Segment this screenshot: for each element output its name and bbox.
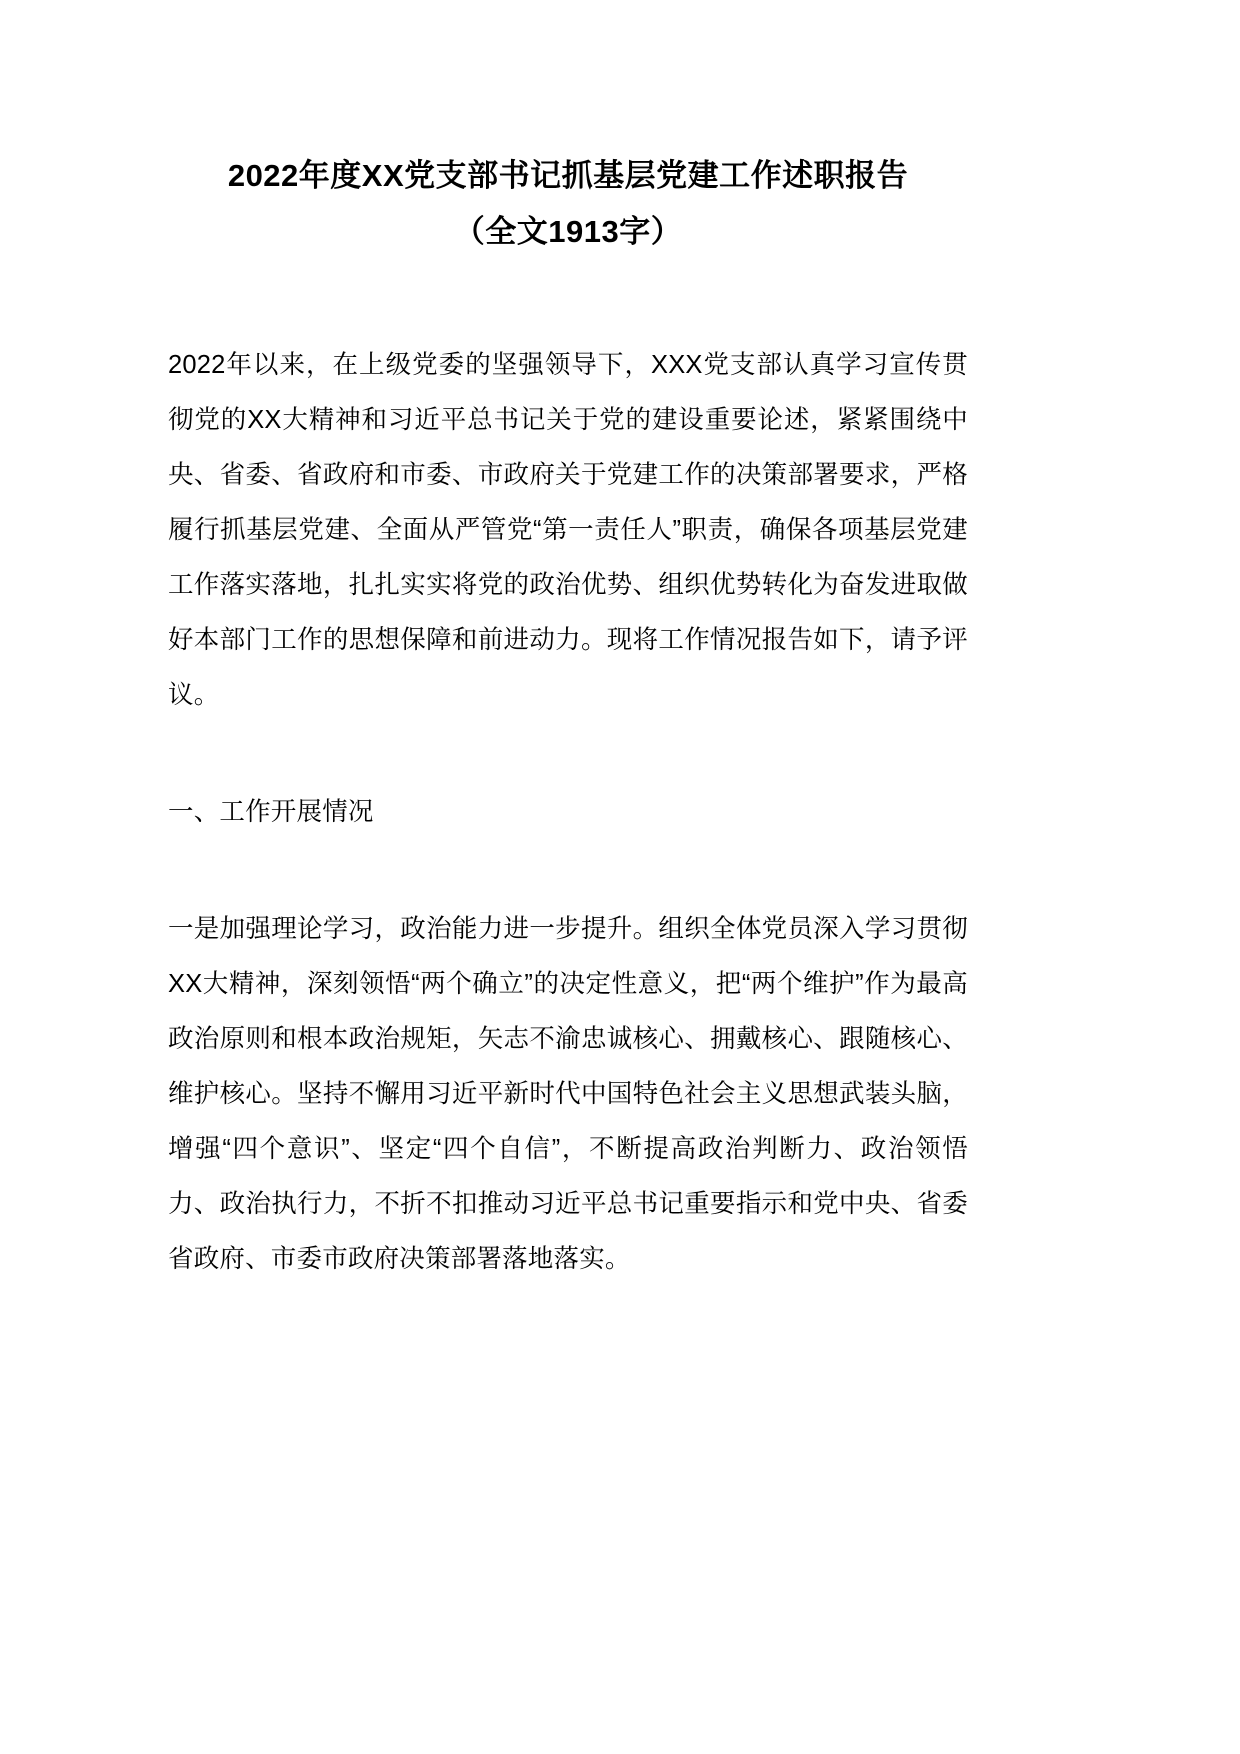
- document-title-line-1: 2022年度XX党支部书记抓基层党建工作述职报告: [227, 158, 909, 193]
- document-title: [168, 0, 968, 260]
- body-paragraph-item-one: 一是加强理论学习，政治能力进一步提升。组织全体党员深入学习贯彻XX大精神，深刻领悟“两个确立”的决定性意义，把“两个维护”作为最高政治原则和根本政治规矩，矢志不渝忠诚核心、拥戴核心、跟随核心、维护核心。坚持不懈用习近平新时代中国特色社会主义思想武装头脑，增强“四个意识”、坚定“四个自信”，不断提高政治判断力、政治领悟力、政治执行力，不折不扣推动习近平总书记重要指示和党中央、省委省政府、市委市政府决策部署落地落实。: [168, 915, 968, 1273]
- document-content: [168, 0, 968, 1287]
- document-title-line-2: （全文1913字）: [453, 214, 683, 249]
- intro-paragraph: 2022年以来，在上级党委的坚强领导下，XXX党支部认真学习宣传贯彻党的XX大精神和习近平总书记关于党的建设重要论述，紧紧围绕中央、省委、省政府和市委、市政府关于党建工作的决策部署要求，严格履行抓基层党建、全面从严管党“第一责任人”职责，确保各项基层党建工作落实落地，扎扎实实将党的政治优势、组织优势转化为奋发进取做好本部门工作的思想保障和前进动力。现将工作情况报告如下，请予评议。: [168, 351, 968, 709]
- section-heading-one: 一、工作开展情况: [168, 798, 374, 826]
